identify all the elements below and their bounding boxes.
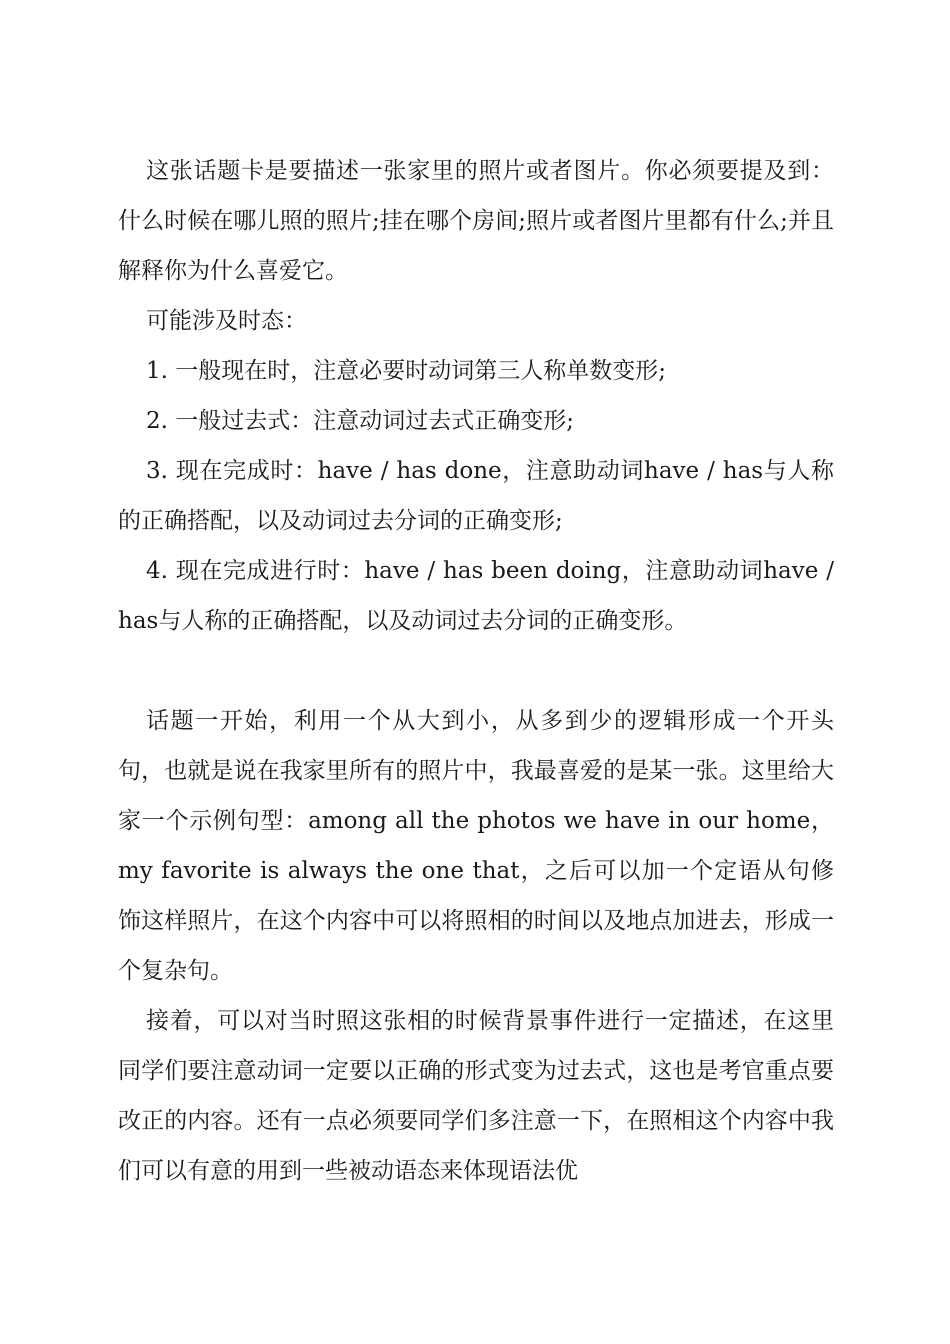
tense-item-3: 3. 现在完成时：have / has done，注意助动词have / has与人称的正确搭配，以及动词过去分词的正确变形; <box>118 458 834 534</box>
background-description-paragraph: 接着，可以对当时照这张相的时候背景事件进行一定描述，在这里同学们要注意动词一定要以正确的形式变为过去式，这也是考官重点要改正的内容。还有一点必须要同学们多注意一下，在照相这个内容中我们可以有意的用到一些被动语态来体现语法优 <box>118 1008 834 1184</box>
tense-item-4: 4. 现在完成进行时：have / has been doing，注意助动词have / has与人称的正确搭配，以及动词过去分词的正确变形。 <box>118 558 834 634</box>
opening-sentence-paragraph: 话题一开始，利用一个从大到小，从多到少的逻辑形成一个开头句，也就是说在我家里所有的照片中，我最喜爱的是某一张。这里给大家一个示例句型：among all the photos we have in our home，my favorite is always the one that，之后可以加一个定语从句修饰这样照片，在这个内容中可以将照相的时间以及地点加进去，形成一个复杂句。 <box>118 708 834 984</box>
intro-paragraph: 这张话题卡是要描述一张家里的照片或者图片。你必须要提及到：什么时候在哪儿照的照片;挂在哪个房间;照片或者图片里都有什么;并且解释你为什么喜爱它。 <box>118 158 834 284</box>
document-body <box>118 146 834 1196</box>
tenses-heading: 可能涉及时态： <box>146 308 307 334</box>
tense-item-2: 2. 一般过去式：注意动词过去式正确变形; <box>146 408 575 434</box>
blank-line <box>118 646 834 696</box>
tense-item-1: 1. 一般现在时，注意必要时动词第三人称单数变形; <box>146 358 667 384</box>
